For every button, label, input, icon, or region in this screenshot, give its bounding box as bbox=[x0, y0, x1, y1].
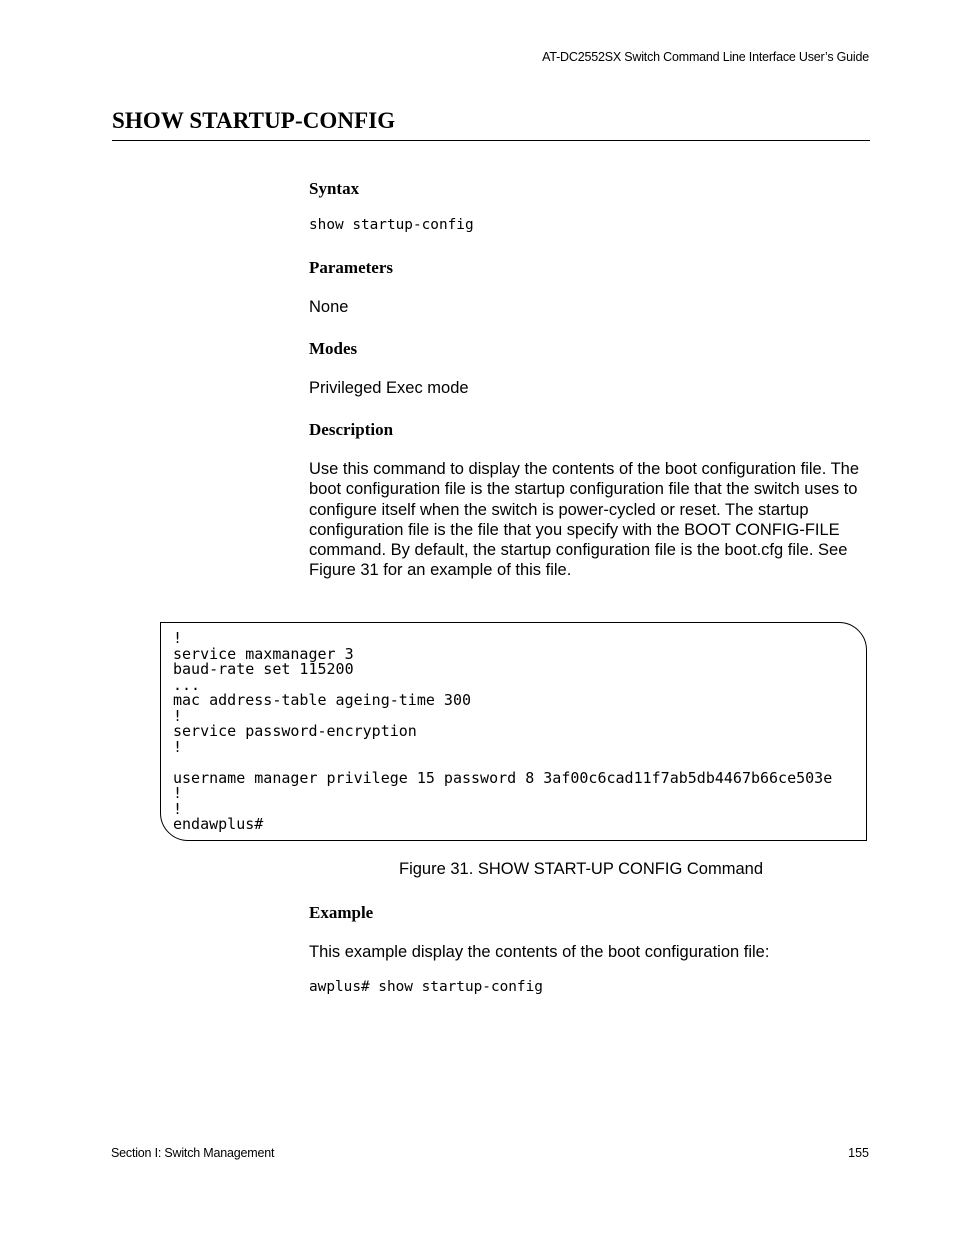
parameters-heading: Parameters bbox=[309, 258, 394, 277]
config-line: ! bbox=[173, 737, 183, 756]
page-title: SHOW STARTUP-CONFIG bbox=[112, 108, 396, 133]
example-text: This example display the contents of the boot configuration file: bbox=[309, 943, 770, 961]
description-heading: Description bbox=[309, 420, 394, 439]
description-paragraph: Use this command to display the contents of the boot configuration file. The boot configuration file is the startup configuration file that the switch uses to configure itself when the switch is power-cycled or reset. The startup configuration file is the file that you specify with the BOOT CONFIG-FILE command. By default, the startup configuration file is the boot.cfg file. See Figure 31 for an example of this file. bbox=[309, 460, 860, 580]
config-line: baud-rate set 115200 bbox=[173, 660, 354, 678]
config-line: ... bbox=[173, 675, 201, 694]
config-line: endawplus# bbox=[173, 815, 264, 833]
modes-text: Privileged Exec mode bbox=[309, 379, 469, 397]
config-line: service password-encryption bbox=[173, 722, 417, 740]
example-command: awplus# show startup-config bbox=[309, 979, 543, 995]
running-header: AT-DC2552SX Switch Command Line Interface User’s Guide bbox=[542, 50, 869, 64]
syntax-heading: Syntax bbox=[309, 179, 360, 198]
syntax-command: show startup-config bbox=[309, 217, 474, 233]
figure-caption: Figure 31. SHOW START-UP CONFIG Command bbox=[399, 860, 763, 878]
config-line: service maxmanager 3 bbox=[173, 644, 354, 663]
footer-page-number: 155 bbox=[848, 1146, 869, 1160]
modes-heading: Modes bbox=[309, 339, 358, 358]
config-line: ! bbox=[173, 784, 183, 802]
figure-box bbox=[160, 622, 867, 841]
parameters-text: None bbox=[309, 298, 349, 316]
config-line: username manager privilege 15 password 8 3af00c6cad11f7ab5db4467b66ce503e bbox=[173, 768, 833, 787]
footer-section: Section I: Switch Management bbox=[111, 1146, 275, 1160]
config-line: ! bbox=[173, 629, 183, 647]
example-heading: Example bbox=[309, 903, 374, 922]
config-listing bbox=[173, 631, 832, 833]
config-line: ! bbox=[173, 799, 183, 818]
config-line: ! bbox=[173, 706, 183, 725]
title-divider bbox=[112, 140, 870, 141]
config-line: mac address-table ageing-time 300 bbox=[173, 691, 472, 709]
